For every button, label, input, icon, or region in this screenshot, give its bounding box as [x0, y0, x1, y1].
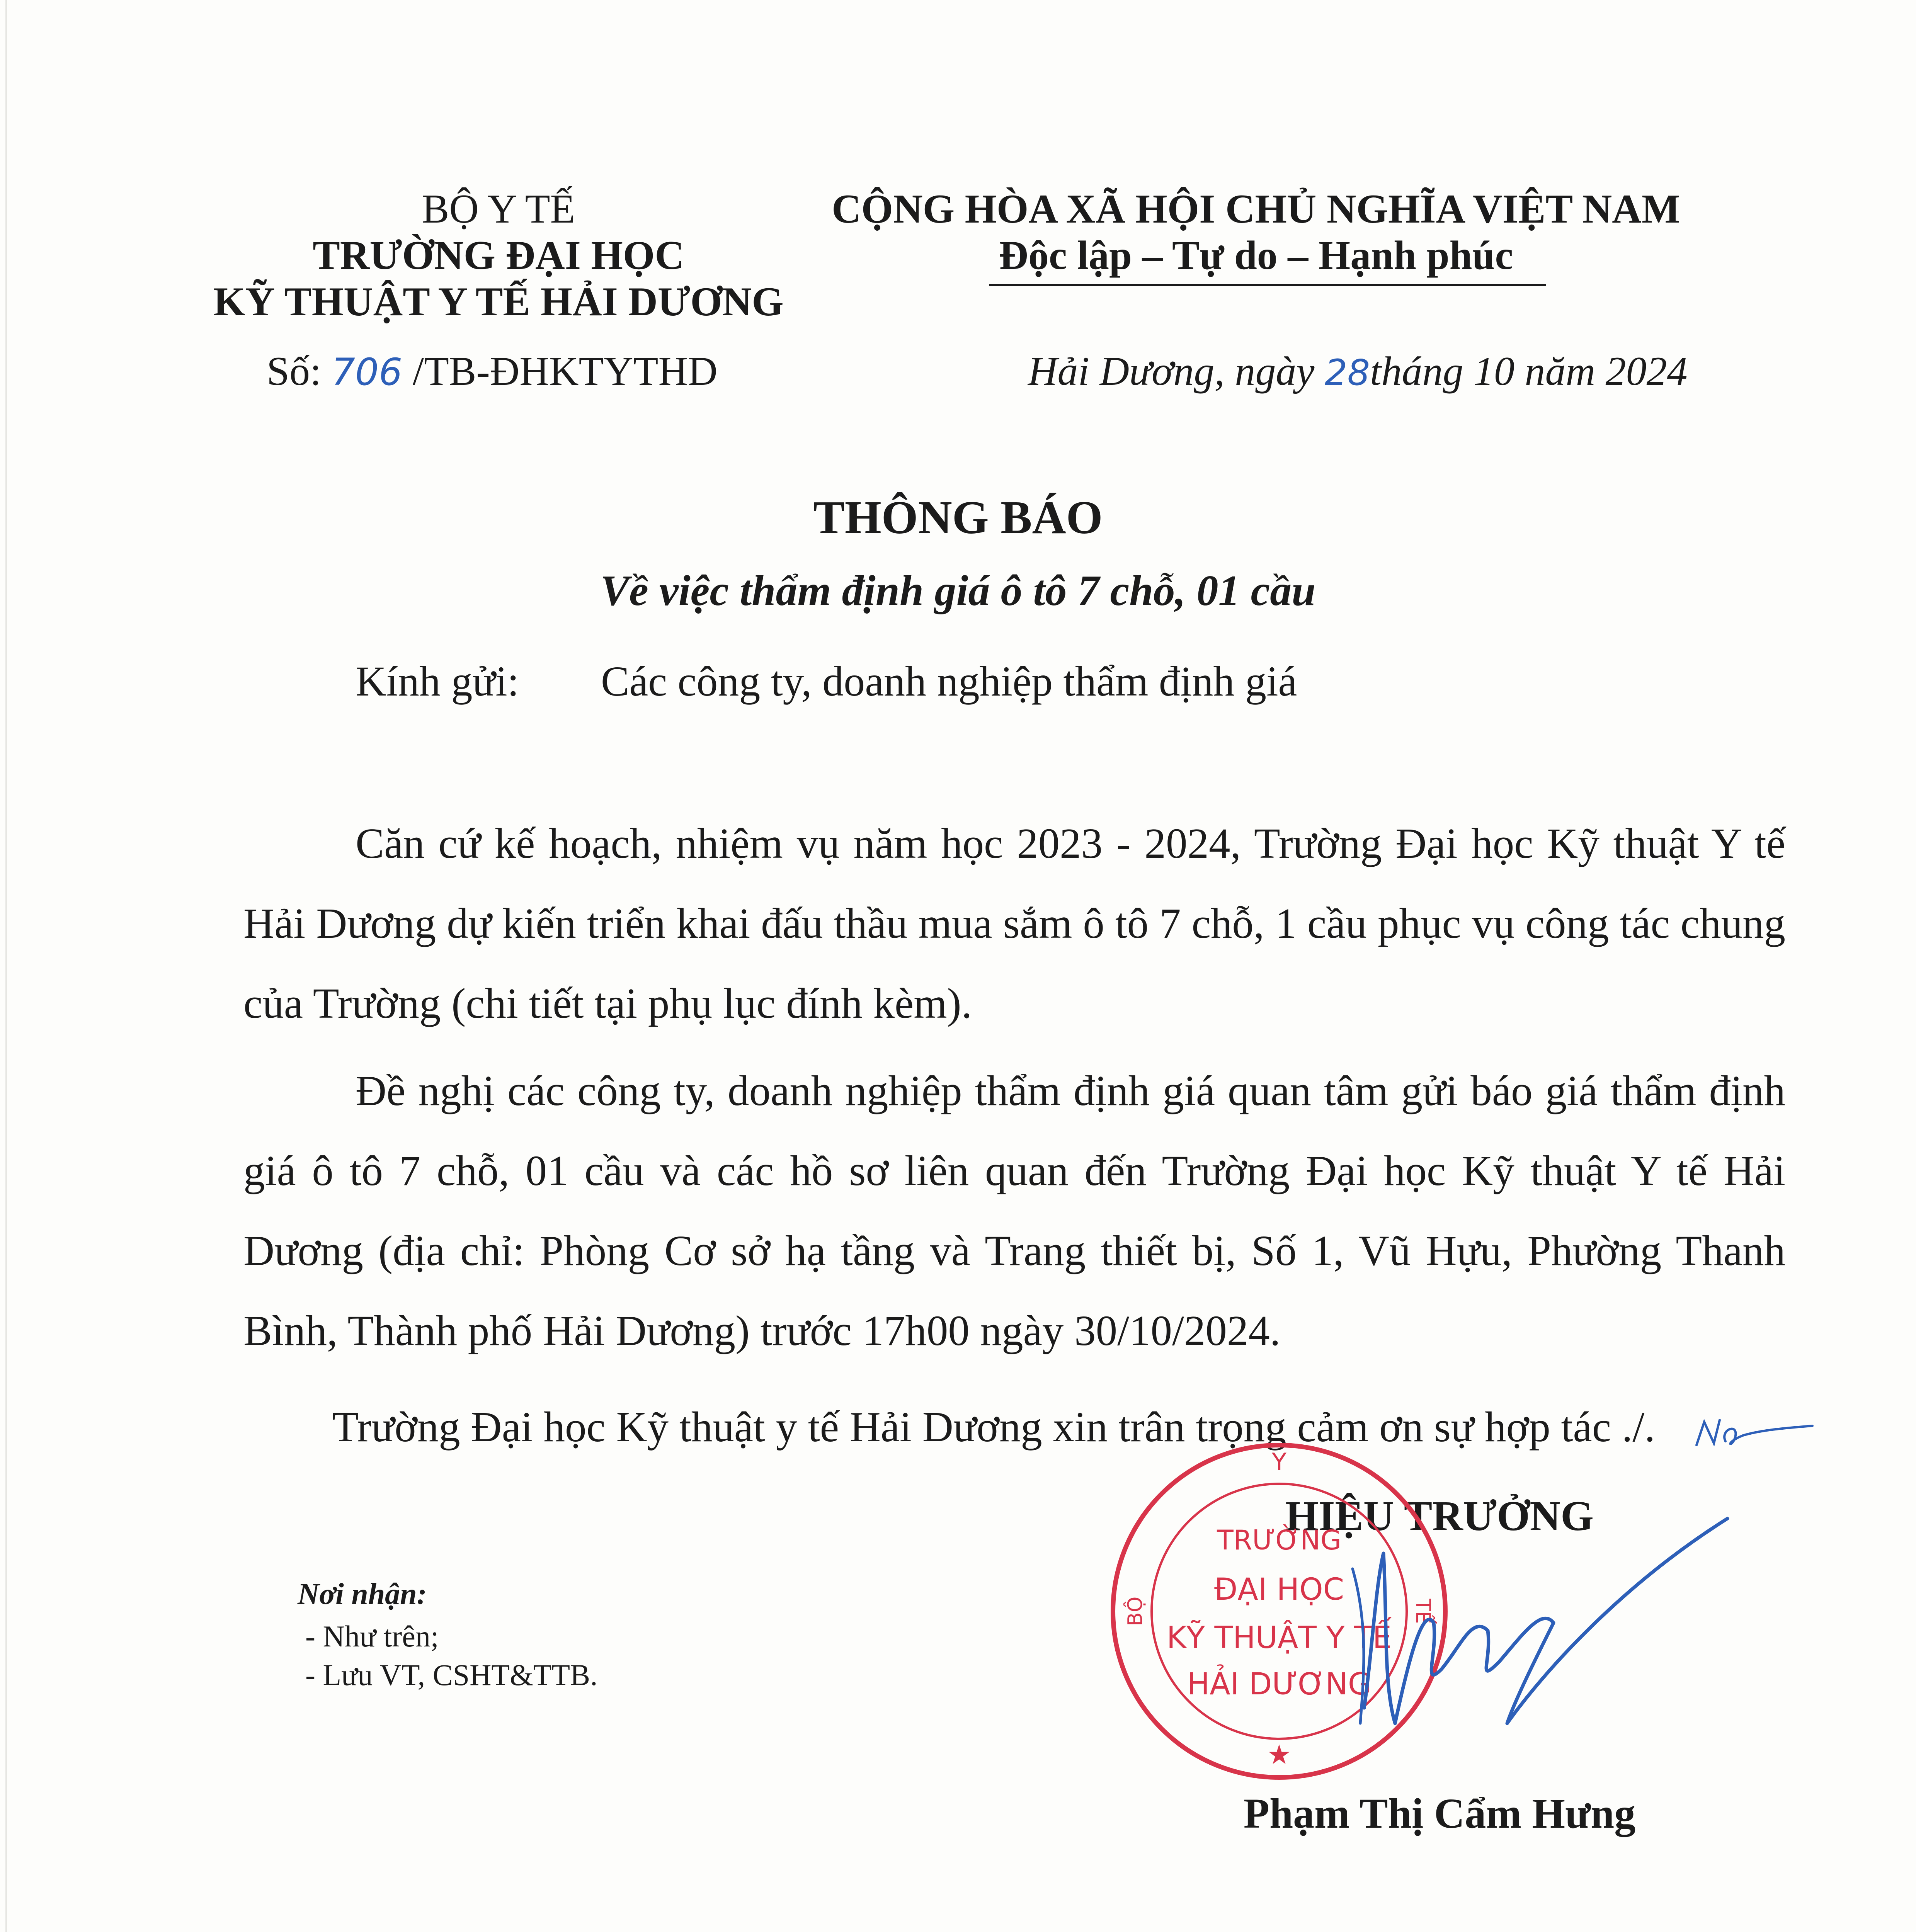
- motto-underline: [989, 284, 1546, 286]
- doc-no-prefix: Số:: [267, 349, 332, 394]
- date-suffix: tháng 10 năm 2024: [1370, 349, 1688, 394]
- doc-no-handwritten: 706: [331, 350, 403, 394]
- page-edge: [5, 0, 7, 1932]
- closing-text: Trường Đại học Kỹ thuật y tế Hải Dương xin trân trọng cảm ơn sự hợp tác ./.: [332, 1403, 1656, 1451]
- document-subtitle: Về việc thẩm định giá ô tô 7 chỗ, 01 cầu: [600, 567, 1316, 615]
- doc-no-suffix: /TB-ĐHKTYTHD: [402, 349, 718, 394]
- school-name-line2: KỸ THUẬT Y TẾ HẢI DƯƠNG: [213, 279, 784, 324]
- signer-name: Phạm Thị Cẩm Hưng: [1243, 1790, 1636, 1837]
- body-paragraph-3: [332, 1387, 1762, 1467]
- seal-right-letters: TẾ: [1411, 1599, 1434, 1624]
- handwritten-signature-icon: [1306, 1507, 1739, 1770]
- seal-line-4: HẢI DƯƠNG: [1187, 1667, 1371, 1702]
- recipient-item: - Như trên;: [305, 1619, 439, 1653]
- date-day-handwritten: 28: [1324, 352, 1370, 393]
- initials-handwritten-icon: [1693, 1406, 1816, 1453]
- date-line: [1028, 348, 1688, 395]
- recipients-title: Nơi nhận:: [298, 1577, 427, 1611]
- seal-star: ★: [1267, 1739, 1292, 1770]
- seal-line-3: KỸ THUẬT Y TẾ: [1166, 1621, 1392, 1655]
- seal-line-2: ĐẠI HỌC: [1214, 1572, 1344, 1607]
- seal-top-letter: Y: [1272, 1448, 1286, 1476]
- recipient-value: Các công ty, doanh nghiệp thẩm định giá: [601, 658, 1297, 705]
- body-paragraph-1: Căn cứ kế hoạch, nhiệm vụ năm học 2023 - 2024, Trường Đại học Kỹ thuật Y tế Hải Dương dự kiến triển khai đấu thầu mua sắm ô tô 7 chỗ, 1 cầu phục vụ công tác chung của Trường (chi tiết tại phụ lục đính kèm).: [243, 820, 1785, 1027]
- seal-line-1: TRƯỜNG: [1217, 1524, 1341, 1556]
- seal-left-letters: BỘ: [1124, 1596, 1147, 1626]
- document-title: THÔNG BÁO: [813, 492, 1103, 544]
- school-name-line1: TRƯỜNG ĐẠI HỌC: [313, 233, 684, 278]
- document-number: [267, 348, 718, 395]
- ministry-name: BỘ Y TẾ: [422, 186, 575, 231]
- recipient-label: Kính gửi:: [356, 658, 519, 705]
- recipient-item: - Lưu VT, CSHT&TTB.: [305, 1658, 598, 1692]
- date-prefix: Hải Dương, ngày: [1028, 349, 1325, 394]
- signature-title: HIỆU TRƯỞNG: [1285, 1492, 1594, 1539]
- nation-name: CỘNG HÒA XÃ HỘI CHỦ NGHĨA VIỆT NAM: [832, 186, 1680, 231]
- nation-motto: Độc lập – Tự do – Hạnh phúc: [999, 233, 1513, 278]
- body-paragraph-2: Đề nghị các công ty, doanh nghiệp thẩm định giá quan tâm gửi báo giá thẩm định giá ô tô 7 chỗ, 01 cầu và các hồ sơ liên quan đến Trường Đại học Kỹ thuật Y tế Hải Dương (địa chỉ: Phòng Cơ sở hạ tầng và Trang thiết bị, Số 1, Vũ Hựu, Phường Thanh Bình, Thành phố Hải Dương) trước 17h00 ngày 30/10/2024.: [243, 1067, 1785, 1355]
